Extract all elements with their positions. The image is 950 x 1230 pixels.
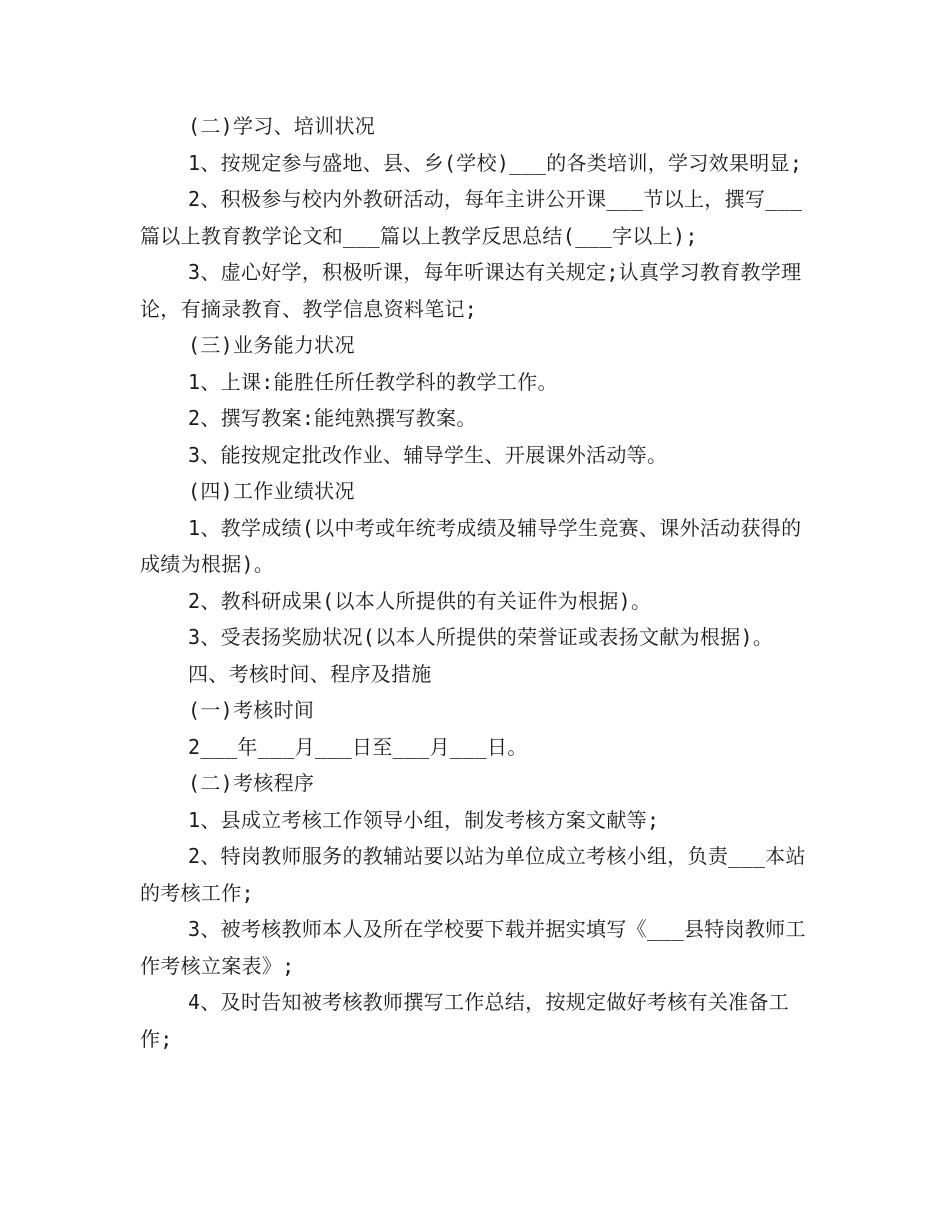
section-heading-study-training: (二)学习、培训状况 bbox=[188, 114, 376, 138]
list-item: 1、按规定参与盛地、县、乡(学校)___的各类培训，学习效果明显; bbox=[188, 150, 803, 175]
section-heading-assessment-time: (一)考核时间 bbox=[188, 698, 315, 722]
list-item: 2、特岗教师服务的教辅站要以站为单位成立考核小组，负责___本站的考核工作; bbox=[140, 844, 806, 905]
list-item: 2、积极参与校内外教研活动，每年主讲公开课___节以上，撰写___篇以上教育教学论文和___篇以上教学反思总结(___字以上); bbox=[140, 187, 803, 248]
list-item: 2、撰写教案:能纯熟撰写教案。 bbox=[188, 406, 477, 430]
list-item: 4、及时告知被考核教师撰写工作总结，按规定做好考核有关准备工作; bbox=[140, 990, 790, 1051]
list-item: 1、上课:能胜任所任教学科的教学工作。 bbox=[188, 369, 558, 394]
section-heading-assessment-procedure: (二)考核程序 bbox=[188, 771, 315, 795]
section-heading-business-ability: (三)业务能力状况 bbox=[188, 333, 355, 357]
list-item: 1、县成立考核工作领导小组，制发考核方案文献等; bbox=[188, 807, 660, 832]
list-item: 3、受表扬奖励状况(以本人所提供的荣誉证或表扬文献为根据)。 bbox=[188, 625, 774, 649]
document-body bbox=[140, 108, 820, 1057]
assessment-date-range: 2___年___月___日至___月___日。 bbox=[188, 734, 528, 759]
list-item: 2、教科研成果(以本人所提供的有关证件为根据)。 bbox=[188, 588, 652, 613]
list-item: 3、能按规定批改作业、辅导学生、开展课外活动等。 bbox=[188, 442, 668, 467]
list-item: 1、教学成绩(以中考或年统考成绩及辅导学生竞赛、课外活动获得的成绩为根据)。 bbox=[140, 515, 802, 576]
list-item: 3、虚心好学，积极听课，每年听课达有关规定;认真学习教育教学理论，有摘录教育、教学信息资料笔记; bbox=[140, 260, 802, 321]
section-heading-assessment: 四、考核时间、程序及措施 bbox=[188, 661, 432, 686]
list-item: 3、被考核教师本人及所在学校要下载并据实填写《___县特岗教师工作考核立案表》; bbox=[140, 917, 806, 978]
section-heading-work-performance: (四)工作业绩状况 bbox=[188, 479, 355, 503]
